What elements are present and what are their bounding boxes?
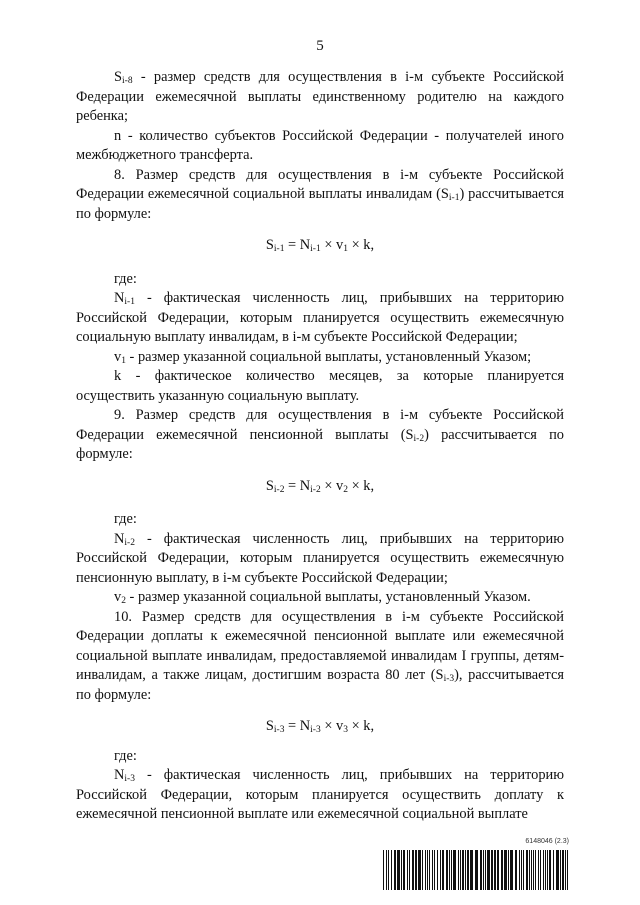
formula-part: × k, bbox=[348, 718, 375, 734]
subscript: 1 bbox=[343, 244, 348, 254]
symbol: S bbox=[440, 186, 449, 202]
subscript: i-2 bbox=[310, 484, 321, 495]
symbol: N bbox=[114, 290, 125, 306]
subscript: 2 bbox=[343, 484, 348, 495]
text: 10. Размер средств для осуществления в i-м субъекте Российской Федерации доплаты к ежемесячной пенсионной выплате или ежемесячной социальной выплате инвалидам, предоставляемой инвалидам I группы, детям-инвалидам, а также лицам, достигшим возраста 80 лет ( bbox=[76, 608, 564, 683]
subscript: i-3 bbox=[273, 725, 285, 735]
paragraph-n1 bbox=[76, 289, 564, 348]
where-label: где: bbox=[114, 270, 137, 287]
formula-part: S bbox=[265, 237, 274, 253]
subscript: i-3 bbox=[124, 774, 135, 784]
symbol: S bbox=[435, 667, 444, 683]
paragraph-v2 bbox=[76, 588, 564, 608]
paragraph-10 bbox=[76, 608, 564, 706]
text: - размер средств для осуществления в i-м субъекте Российской Федерации ежемесячной выплаты единственному родителю на каждого ребенка; bbox=[76, 69, 564, 124]
text: ) рассчитывается по формуле: bbox=[76, 186, 564, 222]
subscript: i-2 bbox=[273, 484, 285, 495]
paragraph-9 bbox=[76, 406, 564, 465]
barcode-icon bbox=[383, 850, 571, 890]
subscript: i-3 bbox=[310, 725, 321, 735]
paragraph-n3 bbox=[76, 766, 564, 825]
formula-part: = N bbox=[284, 477, 311, 494]
document-code: 6148046 (2.3) bbox=[525, 838, 569, 845]
formula-part: × k, bbox=[348, 237, 375, 253]
formula-part: × k, bbox=[348, 477, 375, 494]
formula-part: × v bbox=[320, 477, 344, 494]
text: 9. Размер средств для осуществления в i-м субъекте Российской Федерации ежемесячной пенсионной выплаты ( bbox=[76, 407, 564, 443]
symbol: v bbox=[114, 589, 122, 605]
text: - фактическая численность лиц, прибывших на территорию Российской Федерации, которым планируется осуществить ежемесячную социальную выплату инвалидам, в i-м субъекте Российской Федерации; bbox=[76, 290, 564, 345]
subscript: i-3 bbox=[443, 674, 455, 684]
where-label: где: bbox=[114, 747, 137, 764]
subscript: i-1 bbox=[124, 297, 135, 307]
formula-part: = N bbox=[284, 718, 311, 734]
subscript: 3 bbox=[343, 725, 348, 735]
document-barcode-block bbox=[383, 838, 571, 894]
formula-part: S bbox=[265, 718, 274, 734]
text: - фактическая численность лиц, прибывших на территорию Российской Федерации, которым планируется осуществить ежемесячную пенсионную выплату, в i-м субъекте Российской Федерации; bbox=[76, 530, 564, 586]
subscript: i-2 bbox=[413, 433, 425, 444]
paragraph-k: k - фактическое количество месяцев, за которые планируется осуществить указанную социальную выплату. bbox=[76, 368, 564, 404]
paragraph-v1 bbox=[76, 348, 564, 368]
formula-2 bbox=[76, 477, 564, 497]
subscript: 2 bbox=[121, 596, 126, 606]
page-number: 5 bbox=[316, 38, 324, 54]
text: 8. Размер средств для осуществления в i-м субъекте Российской Федерации ежемесячной социальной выплаты инвалидам ( bbox=[76, 166, 564, 202]
text: - размер указанной социальной выплаты, установленный Указом; bbox=[125, 348, 532, 365]
subscript: i-2 bbox=[124, 537, 135, 548]
subscript: i-1 bbox=[310, 244, 321, 254]
formula-part: × v bbox=[320, 718, 344, 734]
document-body bbox=[76, 68, 564, 825]
symbol: S bbox=[405, 426, 414, 443]
text: - размер указанной социальной выплаты, установленный Указом. bbox=[125, 589, 531, 605]
paragraph-n2 bbox=[76, 530, 564, 589]
paragraph-n: n - количество субъектов Российской Федерации - получателей иного межбюджетного трансферта. bbox=[76, 127, 564, 163]
symbol: S bbox=[114, 69, 123, 85]
text: - фактическая численность лиц, прибывших на территорию Российской Федерации, которым планируется осуществить доплату к ежемесячной пенсионной выплате или ежемесячной социальной выплате bbox=[76, 767, 564, 822]
formula-part: = N bbox=[284, 237, 311, 253]
formula-part: S bbox=[265, 477, 274, 494]
subscript: i-8 bbox=[122, 76, 133, 86]
paragraph-s8 bbox=[76, 68, 564, 127]
symbol: N bbox=[114, 767, 125, 783]
text: ) рассчитывается по формуле: bbox=[76, 426, 564, 462]
subscript: 1 bbox=[121, 355, 126, 366]
text: ), рассчитывается по формуле: bbox=[76, 667, 564, 703]
paragraph-8 bbox=[76, 166, 564, 225]
formula-3 bbox=[76, 717, 564, 737]
symbol: N bbox=[114, 530, 125, 547]
formula-part: × v bbox=[320, 237, 344, 253]
subscript: i-1 bbox=[273, 244, 285, 254]
where-label: где: bbox=[114, 511, 137, 527]
subscript: i-1 bbox=[448, 193, 460, 203]
symbol: v bbox=[114, 348, 122, 365]
formula-1 bbox=[76, 236, 564, 256]
